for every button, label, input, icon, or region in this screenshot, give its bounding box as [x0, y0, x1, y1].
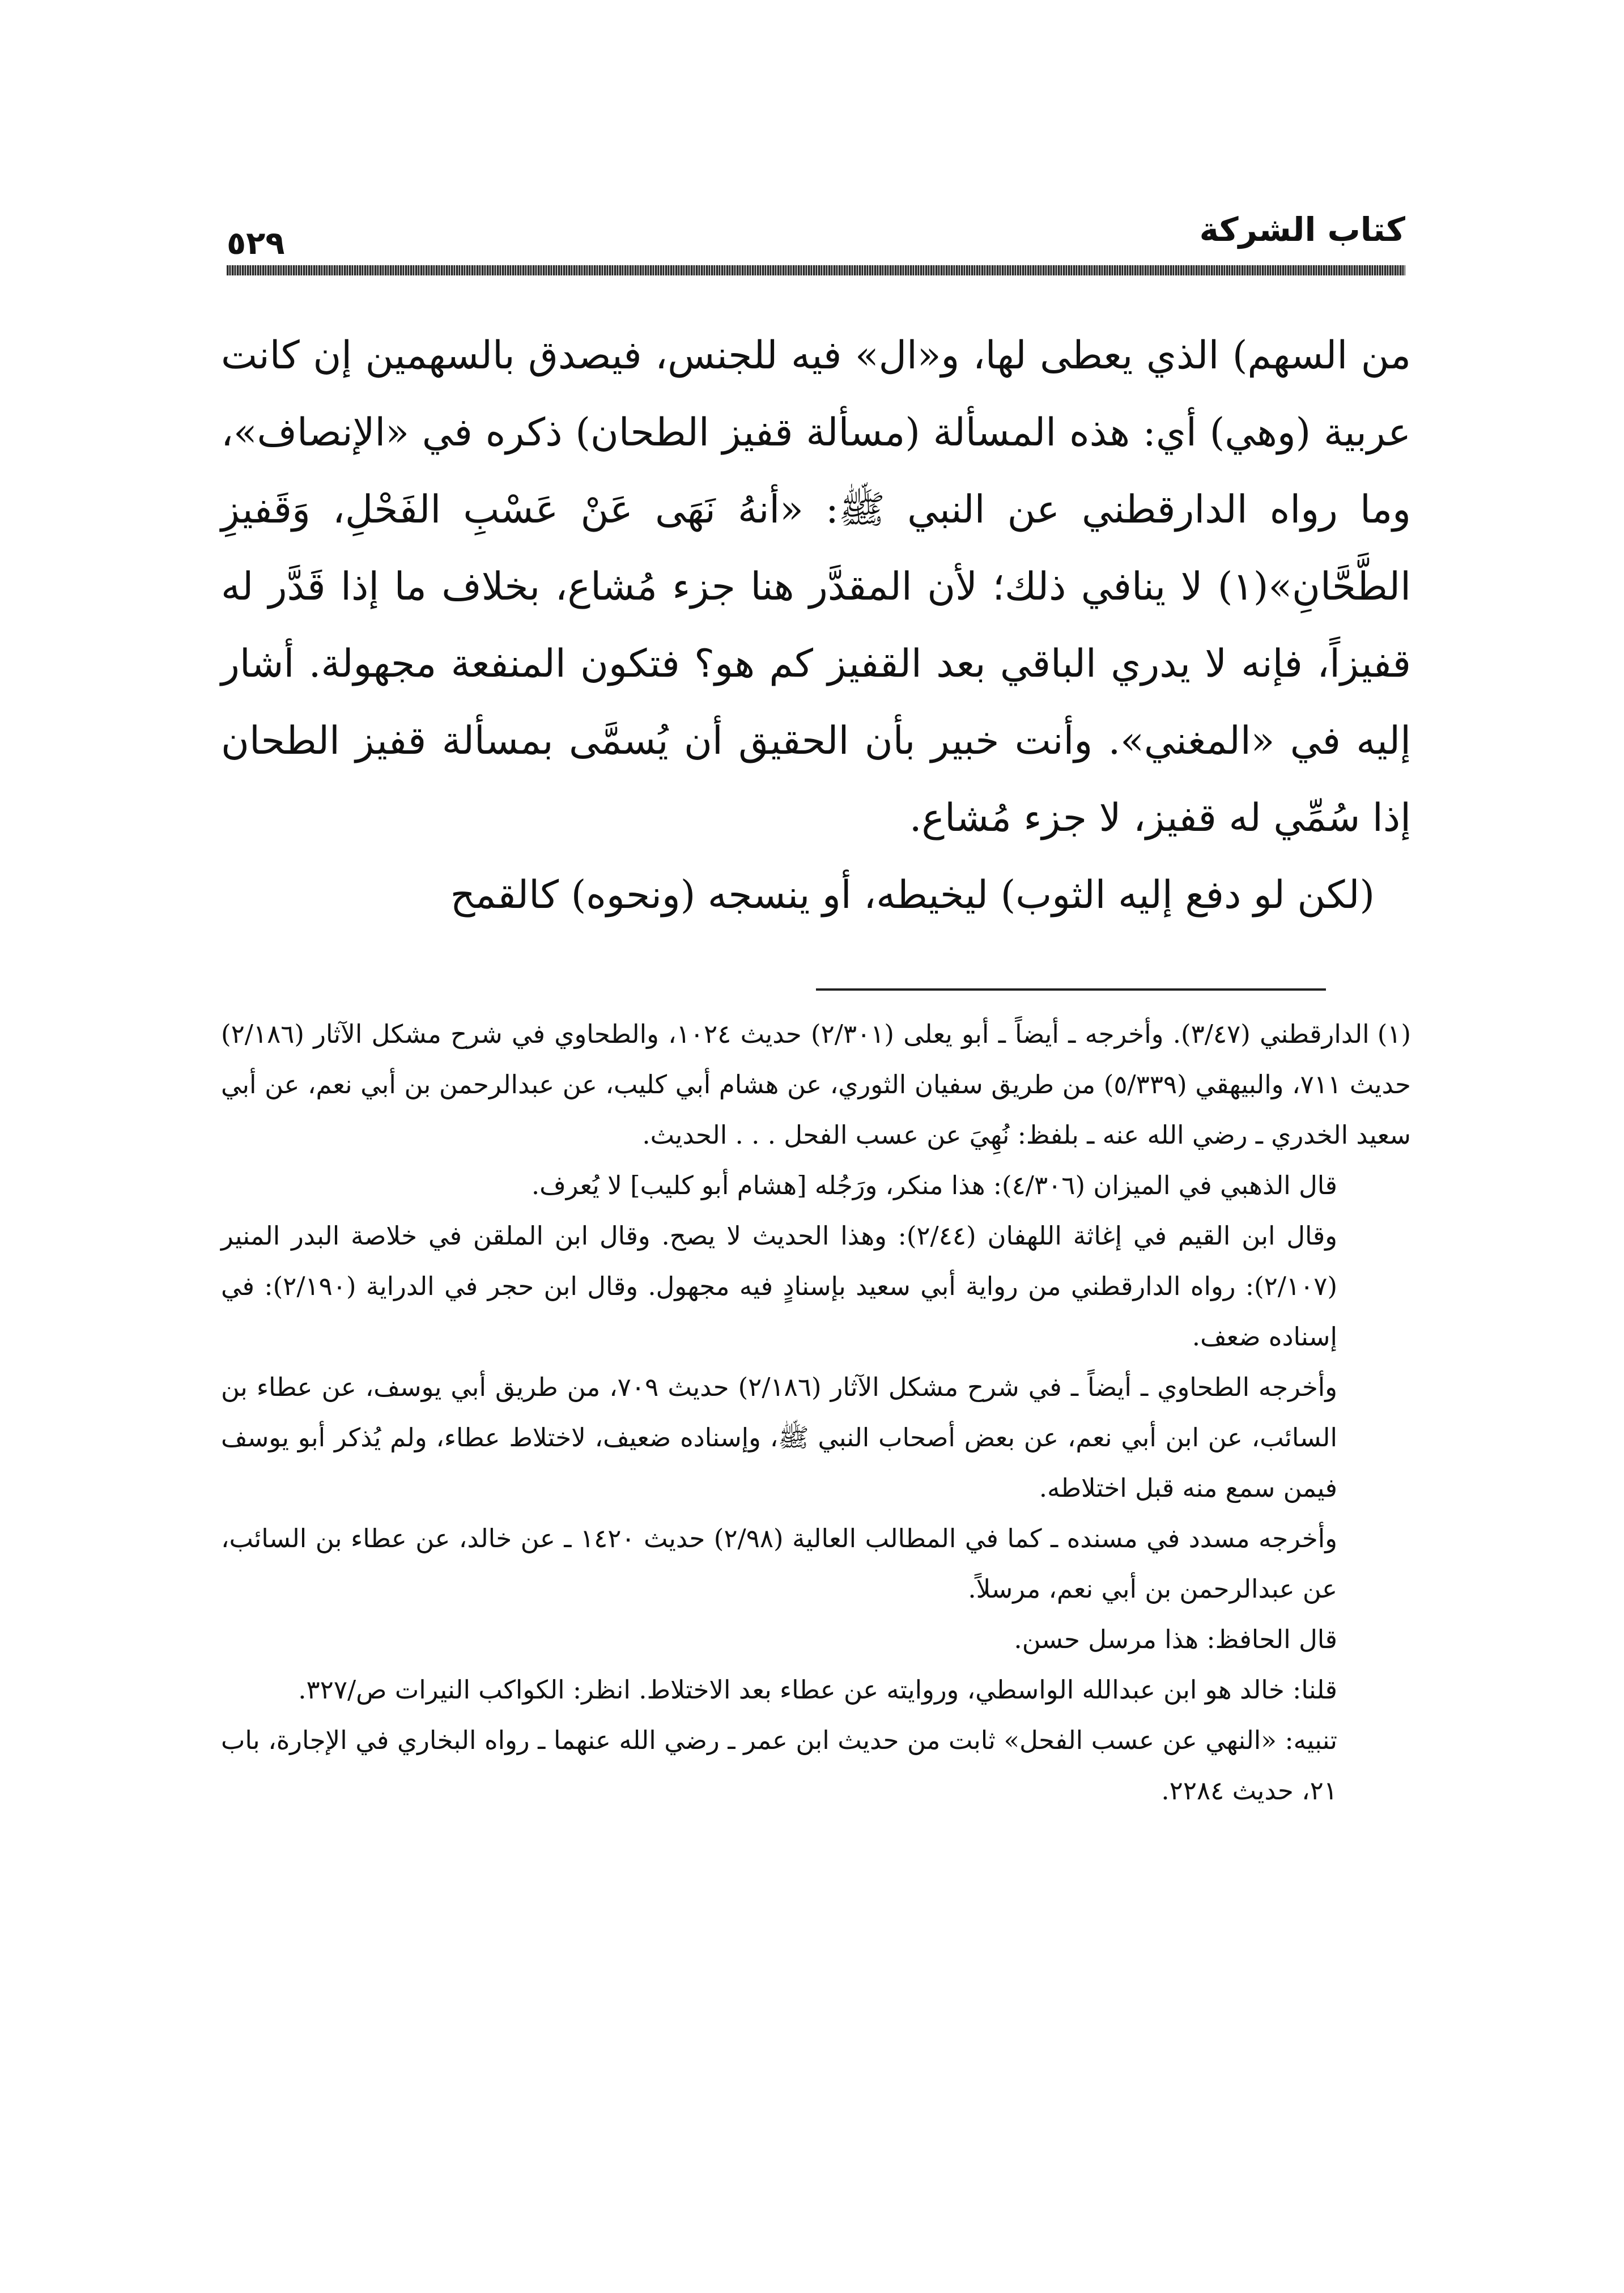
- page-number: ٥٢٩: [227, 225, 285, 262]
- footnote-marker: (١): [1377, 1019, 1411, 1049]
- main-paragraph: (لكن لو دفع إليه الثوب) ليخيطه، أو ينسجه (ونحوه) كالقمح: [450, 873, 1375, 918]
- footnote-paragraph: وقال ابن القيم في إغاثة اللهفان (٢/٤٤): وهذا الحديث لا يصح. وقال ابن الملقن في خلاصة البدر المنير (٢/١٠٧): رواه الدارقطني من رواية أبي سعيد بإسنادٍ فيه مجهول. وقال ابن حجر في الدراية (٢/١٩٠): في إسناده ضعف.: [221, 1221, 1338, 1352]
- header-rule: [227, 265, 1405, 275]
- footnote-paragraph: وأخرجه الطحاوي ـ أيضاً ـ في شرح مشكل الآثار (٢/١٨٦) حديث ٧٠٩، من طريق أبي يوسف، عن عطاء بن السائب، عن ابن أبي نعم، عن بعض أصحاب النبي ﷺ، وإسناده ضعيف، لاختلاط عطاء، ولم يُذكر أبو يوسف فيمن سمع منه قبل اختلاطه.: [221, 1372, 1337, 1503]
- footnote-paragraph: تنبيه: «النهي عن عسب الفحل» ثابت من حديث ابن عمر ـ رضي الله عنهما ـ رواه البخاري في الإجارة، باب ٢١، حديث ٢٢٨٤.: [221, 1725, 1337, 1806]
- footnote-text: الدارقطني (٣/٤٧). وأخرجه ـ أيضاً ـ أبو يعلى (٢/٣٠١) حديث ١٠٢٤، والطحاوي في شرح مشكل الآثار (٢/١٨٦) حديث ٧١١، والبيهقي (٥/٣٣٩) من طريق سفيان الثوري، عن هشام أبي كليب، عن عبدالرحمن بن أبي نعم، عن أبي سعيد الخدري ـ رضي الله عنه ـ بلفظ: نُهِيَ عن عسب الفحل . . . الحديث.: [221, 1019, 1411, 1150]
- footnote-paragraph: وأخرجه مسدد في مسنده ـ كما في المطالب العالية (٢/٩٨) حديث ١٤٢٠ ـ عن خالد، عن عطاء بن السائب، عن عبدالرحمن بن أبي نعم، مرسلاً.: [221, 1523, 1337, 1604]
- main-text: [221, 317, 1411, 934]
- footnote-separator: [816, 988, 1326, 991]
- running-title: كتاب الشركة: [1199, 210, 1405, 249]
- footnote-entry: [221, 1009, 1411, 1160]
- footnote-paragraph: قال الذهبي في الميزان (٤/٣٠٦): هذا منكر، ورَجُله [هشام أبو كليب] لا يُعرف.: [531, 1170, 1337, 1200]
- main-paragraph: من السهم) الذي يعطى لها، و«ال» فيه للجنس، فيصدق بالسهمين إن كانت عربية (وهي) أي: هذه المسألة (مسألة قفيز الطحان) ذكره في «الإنصاف»، وما رواه الدارقطني عن النبي ﷺ: «أنهُ نَهَى عَنْ عَسْبِ الفَحْلِ، وَقَفيزِ الطَّحَّانِ»(١) لا ينافي ذلك؛ لأن المقدَّر هنا جزء مُشاع، بخلاف ما إذا قَدَّر له قفيزاً، فإنه لا يدري الباقي بعد القفيز كم هو؟ فتكون المنفعة مجهولة. أشار إليه في «المغني». وأنت خبير بأن الحقيق أن يُسمَّى بمسألة قفيز الطحان إذا سُمِّي له قفيز، لا جزء مُشاع.: [221, 333, 1411, 840]
- footnotes: [221, 1009, 1411, 1816]
- footnote-paragraph: قال الحافظ: هذا مرسل حسن.: [1014, 1624, 1337, 1654]
- footnote-paragraph: قلنا: خالد هو ابن عبدالله الواسطي، وروايته عن عطاء بعد الاختلاط. انظر: الكواكب النيرات ص/٣٢٧.: [298, 1675, 1337, 1705]
